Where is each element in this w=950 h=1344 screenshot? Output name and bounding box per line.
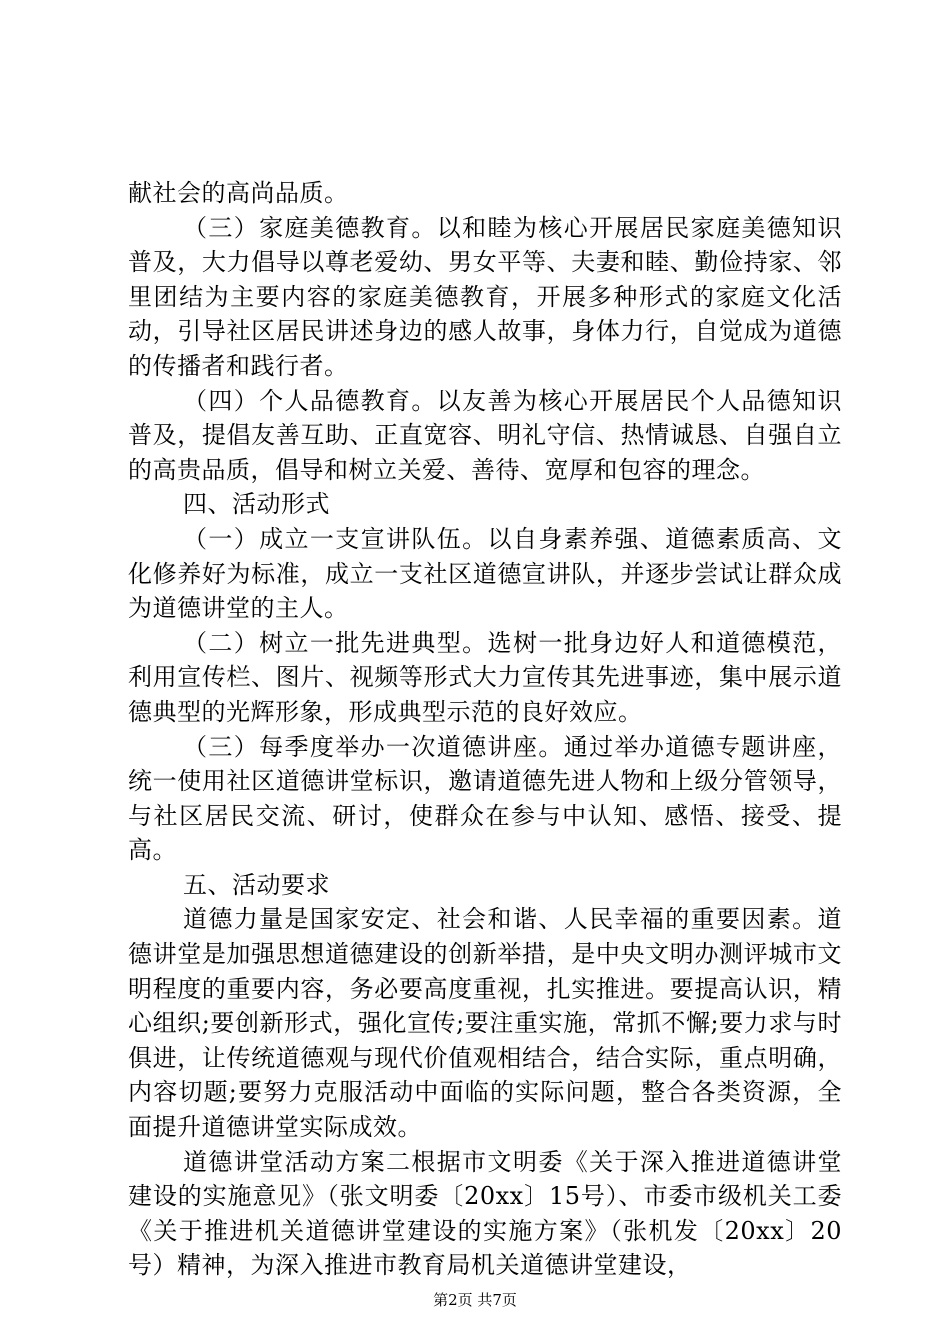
page-footer: 第2页 共7页 <box>433 1291 517 1309</box>
paragraph-quarterly-lecture: （三）每季度举办一次道德讲座。通过举办道德专题讲座，统一使用社区道德讲堂标识，邀请道德先进人物和上级分管领导，与社区居民交流、研讨，使群众在参与中认知、感悟、接受、提高。 <box>128 732 842 865</box>
section-heading-activity-requirements: 五、活动要求 <box>183 870 330 899</box>
document-body <box>128 176 842 1283</box>
paragraph-requirements: 道德力量是国家安定、社会和谐、人民幸福的重要因素。道德讲堂是加强思想道德建设的创新举措，是中央文明办测评城市文明程度的重要内容，务必要高度重视，扎实推进。要提高认识，精心组织;要创新形式，强化宣传;要注重实施，常抓不懈;要力求与时俱进，让传统道德观与现代价值观相结合，结合实际，重点明确，内容切题;要努力克服活动中面临的实际问题，整合各类资源，全面提升道德讲堂实际成效。 <box>128 905 842 1142</box>
paragraph-role-models: （二）树立一批先进典型。选树一批身边好人和道德模范，利用宣传栏、图片、视频等形式大力宣传其先进事迹，集中展示道德典型的光辉形象，形成典型示范的良好效应。 <box>128 628 842 726</box>
paragraph-continuation: 献社会的高尚品质。 <box>128 179 349 207</box>
paragraph-family-virtue: （三）家庭美德教育。以和睦为核心开展居民家庭美德知识普及，大力倡导以尊老爱幼、男女平等、夫妻和睦、勤俭持家、邻里团结为主要内容的家庭美德教育，开展多种形式的家庭文化活动，引导社区居民讲述身边的感人故事，身体力行，自觉成为道德的传播者和践行者。 <box>128 213 842 380</box>
section-heading-activity-forms: 四、活动形式 <box>183 490 330 519</box>
paragraph-plan-two: 道德讲堂活动方案二根据市文明委《关于深入推进道德讲堂建设的实施意见》（张文明委〔20xx〕15号）、市委市级机关工委《关于推进机关道德讲堂建设的实施方案》（张机发〔20xx〕20号）精神，为深入推进市教育局机关道德讲堂建设， <box>128 1147 842 1280</box>
paragraph-personal-virtue: （四）个人品德教育。以友善为核心开展居民个人品德知识普及，提倡友善互助、正直宽容、明礼守信、热情诚恳、自强自立的高贵品质，倡导和树立关爱、善待、宽厚和包容的理念。 <box>128 386 842 484</box>
paragraph-lecture-team: （一）成立一支宣讲队伍。以自身素养强、道德素质高、文化修养好为标准，成立一支社区道德宣讲队，并逐步尝试让群众成为道德讲堂的主人。 <box>128 524 842 623</box>
